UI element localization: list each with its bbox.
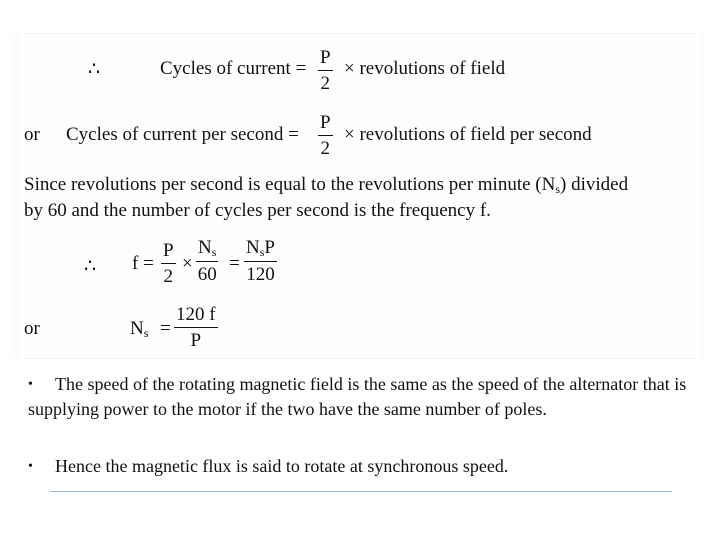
bullet-icon: • [28,377,33,392]
eq4-equals: = [160,318,171,339]
explanation-line-2: by 60 and the number of cycles per second is the frequency f. [24,200,491,221]
eq2-lhs: Cycles of current per second = [66,124,299,145]
eq2-rhs: × revolutions of field per second [344,124,592,145]
bullet-item-2 [28,454,688,479]
or-label-1: or [24,124,40,145]
or-label-2: or [24,318,40,339]
eq3-f-equals: f = [132,253,154,274]
eq4-fraction: $\frac{120 f}{P}$ [176,304,216,351]
eq1-lhs: Cycles of current = [160,58,307,79]
bullet-item-1 [28,372,688,421]
eq2-numerator: P [318,113,333,136]
eq3-fraction-1: $\frac{P}{2}$ [163,240,174,287]
footer-divider [50,491,672,492]
eq3-fraction-3: $N_sP$ 120 [246,237,275,285]
eq3-fraction-2: $\frac{N_s}{60}$ [197,237,217,285]
eq2-fraction [318,113,333,158]
eq1-numerator: P [318,48,333,71]
eq2-denominator: 2 [320,138,331,159]
bullet-text-2: Hence the magnetic flux is said to rotate at synchronous speed. [55,456,509,476]
left-margin-bar [12,34,15,358]
explanation-line-1: Since revolutions per second is equal to the revolutions per minute $(N_s)$ divided [24,174,629,196]
eq1-rhs: × revolutions of field [344,58,506,79]
bullet-text-1: The speed of the rotating magnetic field is the same as the speed of the alternator that is supplying power to the motor if the two have the same number of poles. [28,374,687,419]
eq3-equals: = [229,253,240,274]
therefore-symbol: ∴ [88,59,101,80]
eq1-denominator: 2 [320,73,331,94]
eq4-lhs: $N_s$ [130,318,149,340]
eq3-times: × [182,253,193,274]
eq1-fraction [318,48,333,93]
therefore-symbol-2: ∴ [84,256,97,277]
bullet-icon: • [28,459,33,474]
